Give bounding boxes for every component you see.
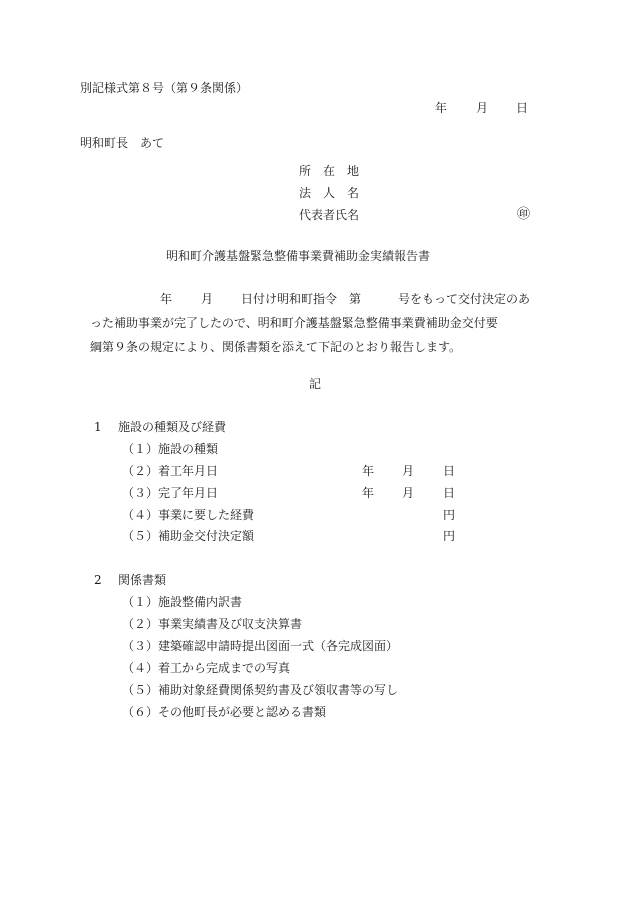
addressee: 明和町長 あて — [80, 136, 165, 150]
document-list-item: （６）その他町長が必要と認める書類 — [122, 705, 327, 719]
body-line2: った補助事業が完了したので、明和町介護基盤緊急整備事業費補助金交付要 — [90, 316, 498, 330]
start-year: 年 — [362, 464, 375, 478]
date-month: 月 — [476, 101, 489, 115]
cost-unit: 円 — [443, 508, 456, 522]
document-list-item: （２）事業実績書及び収支決算書 — [122, 617, 303, 631]
document-list-item: （５）補助対象経費関係契約書及び領収書等の写し — [122, 683, 399, 697]
section1-item: （１）施設の種類 — [122, 442, 219, 456]
completion-month: 月 — [402, 486, 415, 500]
grant-unit: 円 — [443, 529, 456, 543]
document-title: 明和町介護基盤緊急整備事業費補助金実績報告書 — [166, 249, 431, 263]
section2-number: 2 — [94, 573, 102, 587]
corp-name-label: 法 人 名 — [299, 186, 360, 200]
location-label: 所 在 地 — [299, 164, 360, 178]
body-month: 月 — [201, 292, 214, 306]
section1-item: （２）着工年月日 — [122, 464, 219, 478]
start-day: 日 — [443, 464, 456, 478]
date-day: 日 — [516, 101, 529, 115]
date-year: 年 — [435, 101, 448, 115]
completion-day: 日 — [443, 486, 456, 500]
section1-heading: 施設の種類及び経費 — [118, 420, 227, 434]
section1-item: （３）完了年月日 — [122, 486, 219, 500]
section2-heading: 関係書類 — [118, 573, 167, 587]
ki-heading: 記 — [309, 377, 322, 391]
document-list-item: （４）着工から完成までの写真 — [122, 661, 291, 675]
section1-item: （４）事業に要した経費 — [122, 508, 255, 522]
body-line1-tail: 号をもって交付決定のあ — [398, 292, 531, 306]
body-year: 年 — [160, 292, 173, 306]
start-month: 月 — [402, 464, 415, 478]
body-line3: 綱第９条の規定により、関係書類を添えて下記のとおり報告します。 — [90, 340, 462, 354]
document-list-item: （３）建築確認申請時提出図面一式（各完成図面） — [122, 639, 399, 653]
document-list-item: （１）施設整備内訳書 — [122, 595, 243, 609]
form-id: 別記様式第８号（第９条関係） — [80, 81, 249, 95]
seal-mark: ㊞ — [517, 207, 531, 222]
section1-item: （５）補助金交付決定額 — [122, 529, 255, 543]
completion-year: 年 — [362, 486, 375, 500]
representative-label: 代表者氏名 — [299, 208, 360, 222]
body-line1-text: 日付け明和町指令 第 — [241, 292, 362, 306]
section1-number: 1 — [94, 420, 102, 434]
